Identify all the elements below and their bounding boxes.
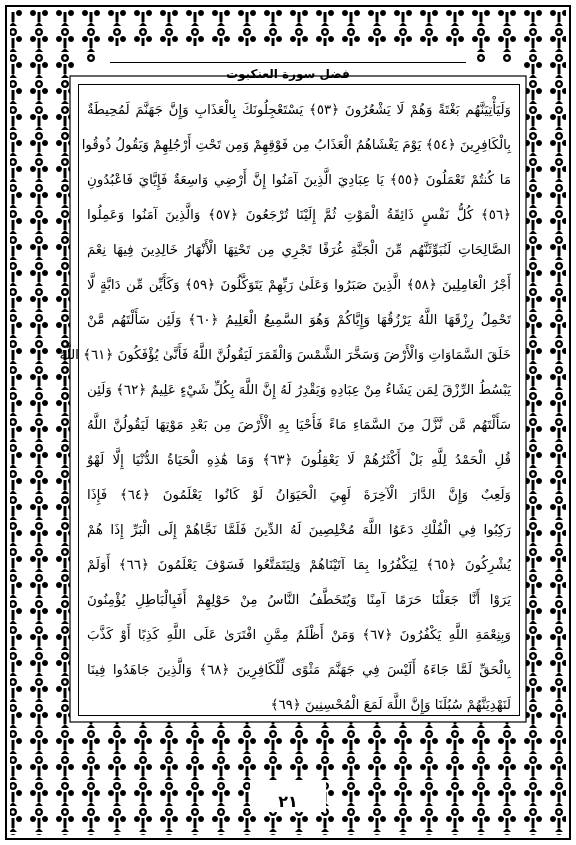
surah-title: فضل سورة العنكبوت: [226, 67, 350, 81]
verse-line: يُشْرِكُونَ ﴿٦٥﴾ لِيَكْفُرُوا بِمَا آتَيْنَاهُمْ وَلِيَتَمَتَّعُوا فَسَوْفَ يَعْلَمُونَ ﴿٦٦﴾ أَوَلَمْ: [87, 558, 512, 573]
verse-line: تَحْمِلُ رِزْقَهَا اللَّهُ يَرْزُقُهَا وَإِيَّاكُمْ وَهُوَ السَّمِيعُ الْعَلِيمُ ﴿٦٠﴾ وَلَئِن سَأَلْتَهُم مَّنْ: [87, 313, 511, 328]
verse-line: وَبِنِعْمَةِ اللَّهِ يَكْفُرُونَ ﴿٦٧﴾ وَمَنْ أَظْلَمُ مِمَّنِ افْتَرَىٰ عَلَى اللَّهِ كَذِبًا أَوْ كَذَّبَ: [87, 628, 511, 643]
verse-line: ﴿٥٦﴾ كُلُّ نَفْسٍ ذَائِقَةُ الْمَوْتِ ثُمَّ إِلَيْنَا تُرْجَعُونَ ﴿٥٧﴾ وَالَّذِينَ آمَنُوا وَعَمِلُوا: [87, 208, 511, 223]
verse-line: رَكِبُوا فِي الْفُلْكِ دَعَوُا اللَّهَ مُخْلِصِينَ لَهُ الدِّينَ فَلَمَّا نَجَّاهُمْ إِلَى الْبَرِّ إِذَا هُمْ: [87, 523, 511, 538]
verse-line: بِالْحَقِّ لَمَّا جَاءَهُ أَلَيْسَ فِي جَهَنَّمَ مَثْوًى لِّلْكَافِرِينَ ﴿٦٨﴾ وَالَّذِينَ جَاهَدُوا فِينَا: [87, 663, 511, 678]
verse-line: بِالْكَافِرِينَ ﴿٥٤﴾ يَوْمَ يَغْشَاهُمُ الْعَذَابُ مِن فَوْقِهِمْ وَمِن تَحْتِ أَرْجُلِهِمْ وَيَقُولُ ذُوقُوا: [81, 138, 511, 153]
verse-line: لَنَهْدِيَنَّهُمْ سُبُلَنَا وَإِنَّ اللَّهَ لَمَعَ الْمُحْسِنِينَ ﴿٦٩﴾: [270, 698, 511, 713]
page-header: [110, 62, 466, 85]
verse-line: وَلَعِبٌ وَإِنَّ الدَّارَ الْآخِرَةَ لَهِيَ الْحَيَوَانُ لَوْ كَانُوا يَعْلَمُونَ ﴿٦٤﴾ فَإِذَا: [87, 488, 511, 503]
verse-line: الصَّالِحَاتِ لَنُبَوِّئَنَّهُم مِّنَ الْجَنَّةِ غُرَفًا تَجْرِي مِن تَحْتِهَا الْأَنْهَارُ خَالِدِينَ فِيهَا نِعْمَ: [87, 243, 511, 258]
verses-block: [59, 93, 512, 713]
verse-line: سَأَلْتَهُم مَّن نَّزَّلَ مِنَ السَّمَاءِ مَاءً فَأَحْيَا بِهِ الْأَرْضَ مِن بَعْدِ مَوْتِهَا لَيَقُولُنَّ اللَّهُ: [87, 418, 511, 433]
verses-panel: [59, 84, 520, 716]
verse-line: وَلَيَأْتِيَنَّهُم بَغْتَةً وَهُمْ لَا يَشْعُرُونَ ﴿٥٣﴾ يَسْتَعْجِلُونَكَ بِالْعَذَابِ وَإِنَّ جَهَنَّمَ لَمُحِيطَةٌ: [87, 103, 511, 118]
verse-line: خَلَقَ السَّمَاوَاتِ وَالْأَرْضَ وَسَخَّرَ الشَّمْسَ وَالْقَمَرَ لَيَقُولُنَّ اللَّهُ فَأَنَّىٰ يُؤْفَكُونَ ﴿٦١﴾ اللَّهُ: [59, 348, 511, 363]
page-number: ٢١: [278, 792, 298, 811]
verse-line: يَرَوْا أَنَّا جَعَلْنَا حَرَمًا آمِنًا وَيُتَخَطَّفُ النَّاسُ مِنْ حَوْلِهِمْ أَفَبِالْبَاطِلِ يُؤْمِنُونَ: [87, 593, 511, 608]
verse-line: يَبْسُطُ الرِّزْقَ لِمَن يَشَاءُ مِنْ عِبَادِهِ وَيَقْدِرُ لَهُ إِنَّ اللَّهَ بِكُلِّ شَيْءٍ عَلِيمٌ ﴿٦٢﴾ وَلَئِن: [87, 383, 511, 398]
verse-line: أَجْرُ الْعَامِلِينَ ﴿٥٨﴾ الَّذِينَ صَبَرُوا وَعَلَىٰ رَبِّهِمْ يَتَوَكَّلُونَ ﴿٥٩﴾ وَكَأَيِّن مِّن دَابَّةٍ لَّا: [87, 278, 511, 293]
verse-line: قُلِ الْحَمْدُ لِلَّهِ بَلْ أَكْثَرُهُمْ لَا يَعْقِلُونَ ﴿٦٣﴾ وَمَا هَٰذِهِ الْحَيَاةُ الدُّنْيَا إِلَّا لَهْوٌ: [87, 453, 511, 468]
verse-line: مَا كُنتُمْ تَعْمَلُونَ ﴿٥٥﴾ يَا عِبَادِيَ الَّذِينَ آمَنُوا إِنَّ أَرْضِي وَاسِعَةٌ فَإِيَّايَ فَاعْبُدُونِ: [87, 173, 512, 188]
